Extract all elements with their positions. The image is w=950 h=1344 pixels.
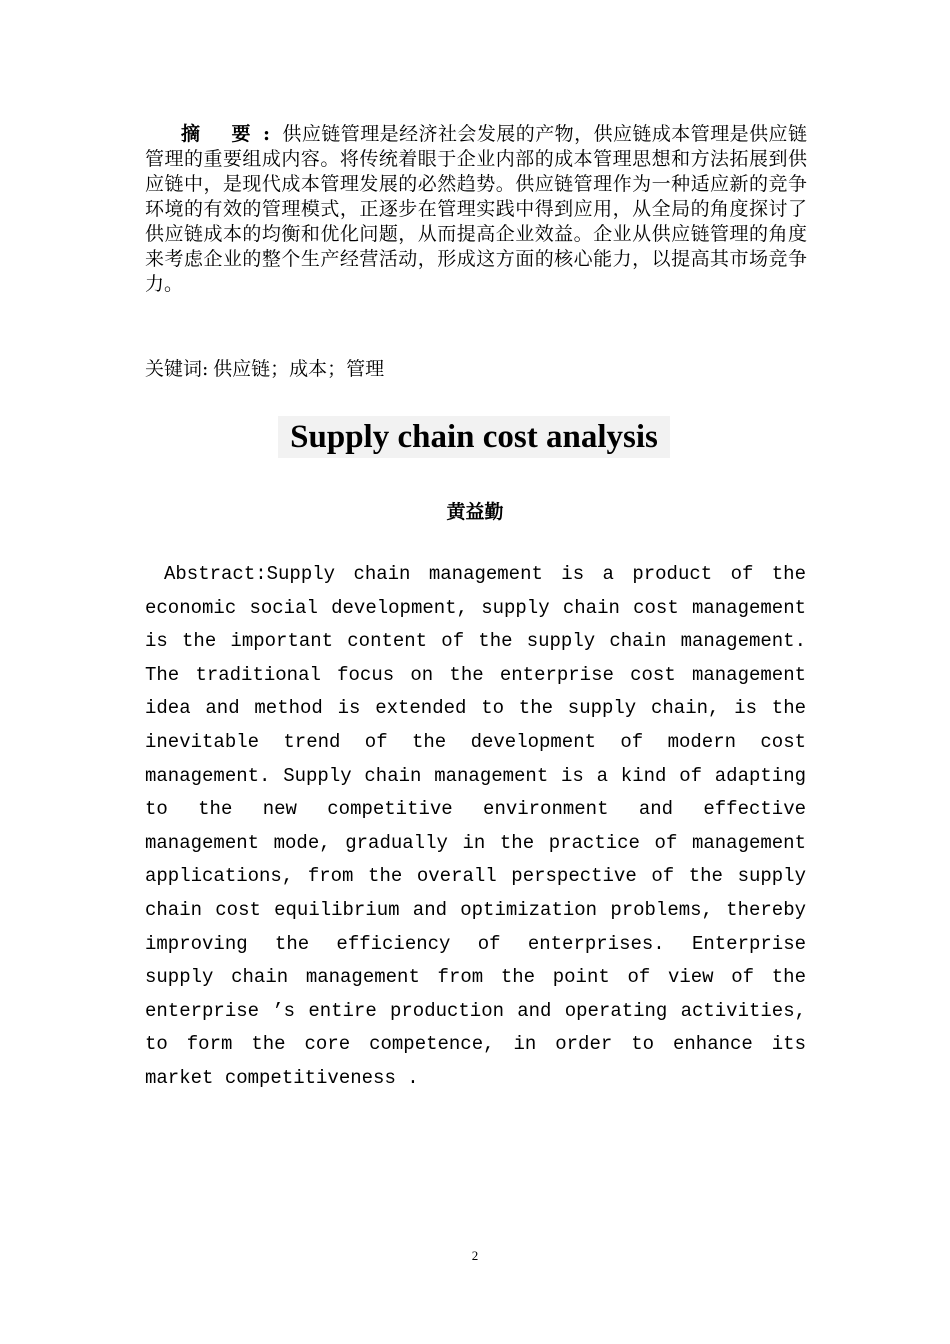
chinese-abstract-label: 摘 要: (181, 123, 282, 145)
keywords-label: 关键词: (145, 358, 209, 380)
chinese-abstract-text: 供应链管理是经济社会发展的产物，供应链成本管理是供应链管理的重要组成内容。将传统着眼于企业内部的成本管理思想和方法拓展到供应链中，是现代成本管理发展的必然趋势。供应链管理作为一种适应新的竞争环境的有效的管理模式，正逐步在管理实践中得到应用，从全局的角度探讨了供应链成本的均衡和优化问题，从而提高企业效益。企业从供应链管理的角度来考虑企业的整个生产经营活动，形成这方面的核心能力，以提高其市场竞争力。 (145, 123, 807, 295)
author-name: 黄益勤 (446, 501, 504, 523)
page-number: 2 (471, 1248, 479, 1263)
english-abstract: Abstract:Supply chain management is a product of the economic social development, supply chain cost management is the important content of the supply chain management. The traditional focus on the enterprise cost management idea and method is extended to the supply chain, is the inevitable trend of the development of modern cost management. Supply chain management is a kind of adapting to the new competitive environment and effective management mode, gradually in the practice of management applications, from the overall perspective of the supply chain cost equilibrium and optimization problems, thereby improving the efficiency of enterprises. Enterprise supply chain management from the point of view of the enterprise ’s entire production and operating activities, to form the core competence, in order to enhance its market competitiveness . (145, 563, 806, 1089)
english-title: Supply chain cost analysis (278, 416, 670, 458)
chinese-abstract (145, 122, 807, 297)
keywords-line (145, 356, 384, 383)
keywords-value: 供应链；成本；管理 (213, 358, 385, 380)
